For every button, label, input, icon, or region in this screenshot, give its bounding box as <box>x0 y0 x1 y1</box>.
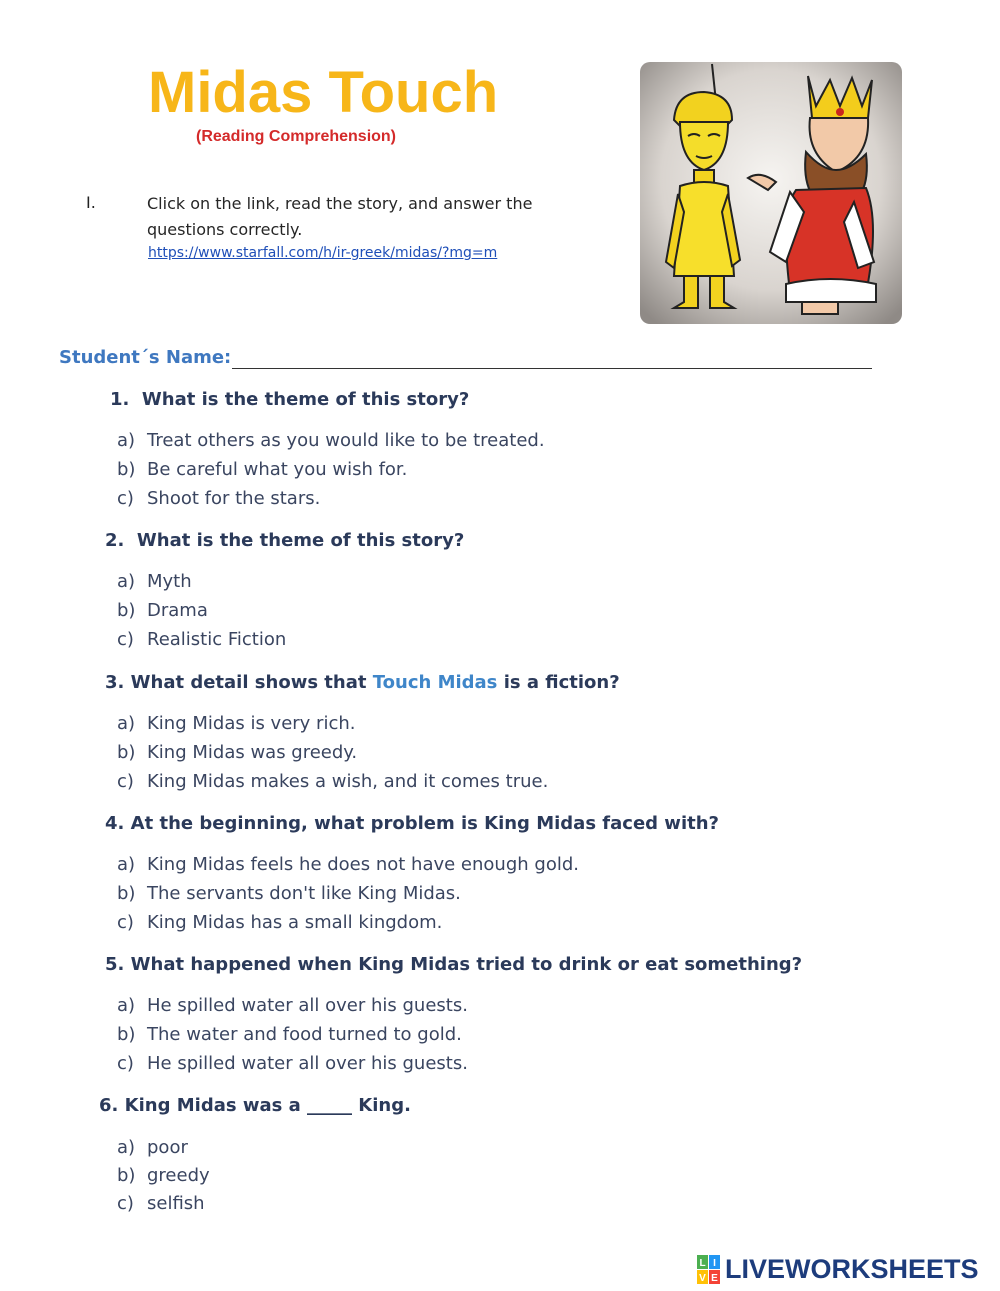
option-4c[interactable] <box>117 912 442 933</box>
option-letter: a) <box>117 854 136 875</box>
question-text: What happened when King Midas tried to drink or eat something? <box>130 954 803 975</box>
option-3c[interactable] <box>117 771 548 792</box>
option-letter: b) <box>117 459 136 480</box>
option-text: King Midas makes a wish, and it comes true. <box>147 771 549 792</box>
option-text: greedy <box>147 1165 210 1186</box>
question-number: 6. <box>99 1095 119 1116</box>
option-2c[interactable] <box>117 629 286 650</box>
option-text: Treat others as you would like to be treated. <box>147 430 545 451</box>
page-subtitle: (Reading Comprehension) <box>196 128 397 145</box>
question-number: 5. <box>105 954 125 975</box>
logo-letter: I <box>713 1258 716 1269</box>
option-4b[interactable] <box>117 883 461 904</box>
option-text: The water and food turned to gold. <box>147 1024 462 1045</box>
student-name-label: Student´s Name: <box>59 347 232 368</box>
option-letter: b) <box>117 1024 136 1045</box>
option-text: Realistic Fiction <box>147 629 287 650</box>
option-6b[interactable] <box>117 1165 210 1186</box>
option-text: He spilled water all over his guests. <box>147 1053 468 1074</box>
question-text: What detail shows that <box>130 672 367 693</box>
option-letter: b) <box>117 1165 136 1186</box>
option-1b[interactable] <box>117 459 407 480</box>
option-letter: c) <box>117 1193 134 1214</box>
option-text: King Midas has a small kingdom. <box>147 912 443 933</box>
option-letter: a) <box>117 571 136 592</box>
story-title-highlight: Touch Midas <box>372 672 498 693</box>
instruction-text: Click on the link, read the story, and answer the questions correctly. <box>147 194 533 239</box>
question-text-end: is a fiction? <box>503 672 620 693</box>
question-number: 2. <box>105 530 125 551</box>
option-1a[interactable] <box>117 430 545 451</box>
story-link[interactable]: https://www.starfall.com/h/ir-greek/midas/?mg=m <box>148 245 498 261</box>
option-letter: c) <box>117 1053 134 1074</box>
option-2b[interactable] <box>117 600 208 621</box>
liveworksheets-logo-icon <box>697 1255 721 1285</box>
option-letter: a) <box>117 1137 136 1158</box>
option-text: poor <box>147 1137 188 1158</box>
midas-illustration <box>640 62 902 324</box>
option-3a[interactable] <box>117 713 355 734</box>
option-letter: c) <box>117 629 134 650</box>
option-text: Drama <box>147 600 208 621</box>
option-6c[interactable] <box>117 1193 205 1214</box>
question-text: At the beginning, what problem is King Midas faced with? <box>130 813 719 834</box>
brand-name: LIVEWORKSHEETS <box>725 1254 979 1284</box>
option-text: King Midas is very rich. <box>147 713 356 734</box>
question-3 <box>105 672 620 693</box>
option-letter: c) <box>117 771 134 792</box>
option-text: Shoot for the stars. <box>147 488 321 509</box>
option-letter: c) <box>117 912 134 933</box>
option-letter: b) <box>117 600 136 621</box>
question-number: 1. <box>110 389 130 410</box>
option-4a[interactable] <box>117 854 579 875</box>
question-1 <box>110 389 469 410</box>
question-5 <box>105 954 802 975</box>
question-text: King Midas was a _____ King. <box>124 1095 411 1116</box>
option-letter: a) <box>117 995 136 1016</box>
option-letter: a) <box>117 713 136 734</box>
logo-letter: V <box>699 1273 706 1284</box>
question-4 <box>105 813 719 834</box>
option-text: He spilled water all over his guests. <box>147 995 468 1016</box>
option-5c[interactable] <box>117 1053 468 1074</box>
question-2 <box>105 530 464 551</box>
instruction-number: I. <box>86 193 96 212</box>
option-text: Be careful what you wish for. <box>147 459 408 480</box>
page-title: Midas Touch <box>148 60 499 125</box>
logo-letter: L <box>699 1258 706 1269</box>
option-text: selfish <box>147 1193 205 1214</box>
option-2a[interactable] <box>117 571 192 592</box>
option-letter: a) <box>117 430 136 451</box>
question-6 <box>99 1095 411 1116</box>
option-6a[interactable] <box>117 1137 188 1158</box>
option-letter: b) <box>117 883 136 904</box>
option-text: The servants don't like King Midas. <box>147 883 461 904</box>
option-3b[interactable] <box>117 742 357 763</box>
question-number: 3. <box>105 672 125 693</box>
question-number: 4. <box>105 813 125 834</box>
option-text: King Midas feels he does not have enough gold. <box>147 854 579 875</box>
option-5a[interactable] <box>117 995 468 1016</box>
student-name-field[interactable] <box>232 368 872 369</box>
question-text: What is the theme of this story? <box>141 389 470 410</box>
question-text: What is the theme of this story? <box>136 530 465 551</box>
logo-letter: E <box>711 1273 718 1284</box>
option-1c[interactable] <box>117 488 320 509</box>
option-text: King Midas was greedy. <box>147 742 358 763</box>
option-text: Myth <box>147 571 192 592</box>
option-5b[interactable] <box>117 1024 462 1045</box>
option-letter: c) <box>117 488 134 509</box>
option-letter: b) <box>117 742 136 763</box>
